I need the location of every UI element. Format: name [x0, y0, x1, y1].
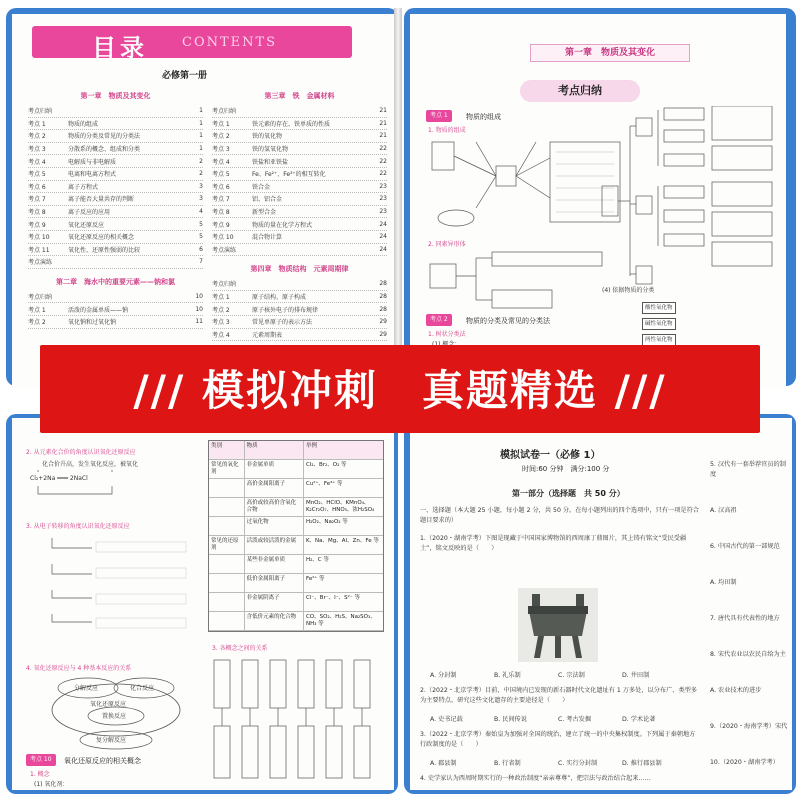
toc-row-key: 考点 3 — [212, 319, 230, 327]
toc-row[interactable] — [28, 231, 203, 244]
toc-row-title: 混合物计算 — [252, 234, 283, 242]
toc-row-key: 考点 4 — [212, 331, 230, 339]
toc-row-title: 铁元素的存在、铁单质的性质 — [252, 120, 331, 128]
venn-combine: 化合反应 — [130, 685, 155, 692]
toc-row-page: 29 — [379, 318, 387, 326]
toc-row-key: 考点 3 — [28, 146, 46, 154]
toc-row-title: 电离和电离方程式 — [68, 171, 117, 179]
toc-row-page: 22 — [379, 145, 387, 153]
toc-row-key: 考点归纳 — [212, 281, 237, 289]
toc-row-title: Fe、Fe²⁺、Fe³⁺的相互转化 — [252, 171, 326, 179]
toc-row-key: 考点归纳 — [28, 294, 53, 302]
toc-row[interactable] — [28, 316, 203, 329]
table-cell: 高价金属阳离子 — [245, 479, 304, 497]
toc-row-page: 23 — [379, 182, 387, 190]
toc-row-page: 6 — [199, 245, 203, 253]
toc-row[interactable] — [212, 181, 387, 194]
toc-row-page: 28 — [379, 293, 387, 301]
toc-row-page: 24 — [379, 220, 387, 228]
exam-book — [404, 414, 796, 794]
table-header-cell: 举例 — [305, 443, 317, 449]
toc-row-page: 11 — [195, 318, 203, 326]
table-cell — [209, 517, 245, 535]
ding-vessel-icon — [518, 588, 598, 662]
table-cell: 常见的氧化剂 — [209, 460, 245, 478]
toc-row[interactable] — [28, 168, 203, 181]
toc-right-column — [212, 88, 387, 341]
chapter-banner: 第一章 物质及其变化 — [530, 44, 690, 62]
toc-left-column — [28, 88, 203, 329]
option: A. 分封制 — [430, 672, 457, 679]
toc-row[interactable] — [212, 206, 387, 219]
acid-oxide-box: 酸性氧化物 — [642, 302, 676, 314]
toc-row-title: 物质的分类及常见的分类法 — [68, 133, 141, 141]
toc-row[interactable] — [212, 218, 387, 231]
toc-row[interactable] — [212, 105, 387, 118]
table-cell: 常见的还原剂 — [209, 536, 245, 554]
right-col-line: 5. 汉代有一套举荐官员的制度 — [710, 461, 786, 478]
toc-row[interactable] — [28, 244, 203, 257]
toc-row[interactable] — [212, 143, 387, 156]
redox-l12: (1) 氧化剂： — [34, 781, 69, 788]
toc-row-title: 氧化钠和过氧化钠 — [68, 319, 117, 327]
kp2-title: 物质的分类及常见的分类法 — [466, 317, 550, 325]
right-col-line: A. 均田制 — [710, 579, 737, 586]
toc-row[interactable] — [28, 291, 203, 304]
toc-row[interactable] — [212, 155, 387, 168]
bronze-vessel-image — [518, 588, 598, 662]
right-col-line: A. 汉高祖 — [710, 507, 737, 514]
toc-row-title: 铁的氢氧化物 — [252, 146, 289, 154]
toc-row-title: 铁合金 — [252, 183, 271, 191]
toc-row[interactable] — [212, 118, 387, 131]
table-cell: 非金属阴离子 — [245, 593, 304, 611]
chapter-book — [404, 8, 796, 386]
toc-row-title: 元素周期表 — [252, 331, 283, 339]
toc-row-page: 21 — [379, 107, 387, 115]
exam-meta: 时间:60 分钟 满分:100 分 — [522, 465, 610, 473]
toc-row-page: 22 — [379, 157, 387, 165]
option: D. 推行郡县制 — [622, 760, 662, 767]
toc-row[interactable] — [28, 256, 203, 269]
toc-row[interactable] — [212, 329, 387, 342]
toc-row-title: 物质的组成 — [68, 120, 99, 128]
toc-row[interactable] — [28, 206, 203, 219]
right-col-line: 7. 唐代具有代表性的地方 — [710, 615, 780, 622]
table-cell: 某些非金属单质 — [245, 555, 304, 573]
toc-row-key: 考点 10 — [212, 234, 234, 242]
exam-title: 模拟试卷一（必修 1） — [500, 450, 601, 461]
redox-book — [6, 414, 398, 794]
toc-row[interactable] — [28, 155, 203, 168]
kp2-tag: 考点 2 — [426, 314, 452, 326]
toc-row-title: 活泼的金属单质——钠 — [68, 306, 129, 314]
toc-row-page: 1 — [199, 145, 203, 153]
toc-row-title: 物质的量在化学方程式 — [252, 221, 313, 229]
table-cell: Cl⁻、Br⁻、I⁻、S²⁻ 等 — [305, 595, 361, 601]
exam-q3: 3.（2022・北京学考）秦始皇为加强对全国的统治，建立了统一的中央集权制度。下列属于秦朝地方行政制度的是（ ） — [420, 731, 696, 748]
toc-row-page: 3 — [199, 195, 203, 203]
toc-row[interactable] — [212, 130, 387, 143]
option: C. 考古发掘 — [558, 716, 592, 723]
toc-row-key: 考点 6 — [212, 183, 230, 191]
toc-row-key: 考点归纳 — [212, 108, 237, 116]
toc-header — [32, 26, 352, 62]
toc-row-page: 21 — [379, 119, 387, 127]
option: D. 学术论著 — [622, 716, 656, 723]
toc-row-page: 28 — [379, 280, 387, 288]
summary-title: 考点归纳 — [520, 80, 640, 102]
toc-row-title: 铝、铝合金 — [252, 196, 283, 204]
toc-row-title: 原子核外电子的排布规律 — [252, 306, 319, 314]
table-cell — [209, 574, 245, 592]
table-header-cell: 类别 — [209, 441, 245, 459]
option: A. 史书记载 — [430, 716, 463, 723]
toc-row-title: 氧化还原反应 — [68, 221, 105, 229]
toc-row-title: 原子结构、原子构成 — [252, 294, 307, 302]
table-cell: H₂O₂、Na₂O₂ 等 — [305, 519, 348, 525]
table-cell: H₂、C 等 — [305, 557, 329, 563]
toc-row[interactable] — [28, 130, 203, 143]
right-col-line: 8. 宋代农业以农民自给为主 — [710, 651, 786, 658]
table-row — [209, 555, 383, 574]
book-spine — [394, 8, 402, 386]
toc-subtitle: 必修第一册 — [162, 71, 208, 81]
toc-row-page: 1 — [199, 132, 203, 140]
toc-row-page: 7 — [199, 258, 203, 266]
toc-row-title: 氧化还原反应的相关概念 — [68, 234, 135, 242]
toc-row-key: 考点 2 — [212, 306, 230, 314]
toc-row-page: 5 — [199, 220, 203, 228]
classification-tree — [600, 106, 780, 296]
valence-arrow — [32, 470, 132, 500]
q2-options — [430, 714, 686, 723]
redox-l4: 3. 从电子转移的角度认识氧化还原反应 — [26, 523, 130, 530]
toc-row-key: 考点 10 — [28, 234, 50, 242]
table-row — [209, 479, 383, 498]
table-cell — [209, 479, 245, 497]
table-cell — [209, 555, 245, 573]
toc-row-title: 铁盐和亚铁盐 — [252, 158, 289, 166]
toc-row[interactable] — [28, 218, 203, 231]
table-cell: MnO₂、HClO、KMnO₄、K₂Cr₂O₇、HNO₃、浓H₂SO₄ — [305, 500, 375, 513]
toc-row-title: 离子方程式 — [68, 183, 99, 191]
oxidant-table — [208, 440, 384, 632]
redox-tag: 考点 10 — [26, 754, 56, 766]
toc-row-page: 1 — [199, 107, 203, 115]
exam-right-column — [710, 424, 790, 790]
right-col-line: 6. 中国古代的第一部规范 — [710, 543, 780, 550]
q3-options — [430, 758, 686, 767]
toc-row-page: 2 — [199, 157, 203, 165]
toc-row-page: 24 — [379, 233, 387, 241]
toc-row[interactable] — [212, 244, 387, 257]
venn-double: 复分解反应 — [96, 737, 127, 744]
toc-row-page: 3 — [199, 182, 203, 190]
toc-row-key: 考点 5 — [212, 171, 230, 179]
table-cell — [209, 593, 245, 611]
toc-row[interactable] — [28, 118, 203, 131]
option: A. 郡县制 — [430, 760, 457, 767]
toc-row[interactable] — [212, 291, 387, 304]
toc-row[interactable] — [212, 303, 387, 316]
toc-row-page: 1 — [199, 119, 203, 127]
table-row — [209, 498, 383, 517]
toc-chapter-title: 第三章 铁 金属材料 — [264, 92, 335, 100]
kp2-line1: 1. 树状分类法 — [428, 331, 466, 338]
toc-row-title: 电解质与非电解质 — [68, 158, 117, 166]
table-header-row — [209, 441, 383, 460]
relation-title: 3. 各概念之间的关系 — [212, 645, 268, 652]
toc-row-key: 考点 2 — [212, 133, 230, 141]
table-row — [209, 517, 383, 536]
toc-row-title: 氧化性、还原性强弱的比较 — [68, 246, 141, 254]
toc-row[interactable] — [28, 303, 203, 316]
toc-row[interactable] — [212, 278, 387, 291]
toc-book — [6, 8, 398, 386]
table-cell: Cu²⁺、Fe³⁺ 等 — [305, 481, 343, 487]
toc-row-key: 考点 11 — [28, 246, 50, 254]
electron-transfer-diagram — [32, 534, 202, 644]
table-cell: 低价金属阳离子 — [245, 574, 304, 592]
toc-row[interactable] — [212, 231, 387, 244]
toc-row[interactable] — [212, 168, 387, 181]
right-col-line: 9.（2020・海南学考）宋代 — [710, 723, 788, 730]
toc-row-title: 常见单原子的表示方法 — [252, 319, 313, 327]
base-oxide-box: 碱性氧化物 — [642, 318, 676, 330]
table-cell: 过氧化物 — [245, 517, 304, 535]
redox-l11: 1. 概念 — [30, 771, 50, 778]
toc-chapter-title: 第四章 物质结构 元素周期律 — [250, 265, 349, 274]
toc-row-key: 考点 9 — [28, 221, 46, 229]
toc-title-en: CONTENTS — [182, 35, 278, 50]
toc-title: 目录 — [92, 33, 148, 62]
option: C. 宗法制 — [558, 672, 585, 679]
option: D. 井田制 — [622, 672, 650, 679]
toc-row-page: 10 — [195, 293, 203, 301]
toc-row-key: 考点 2 — [28, 319, 46, 327]
right-col-line: A. 农业技术的进步 — [710, 687, 762, 694]
option: B. 民间传说 — [494, 716, 527, 723]
toc-row-key: 考点 8 — [28, 209, 46, 217]
toc-row[interactable] — [28, 181, 203, 194]
toc-chapter-title: 第二章 海水中的重要元素——钠和氯 — [56, 277, 175, 286]
kp1-sub: 1. 物质的组成 — [428, 127, 466, 134]
toc-row-key: 考点 4 — [212, 158, 230, 166]
toc-row-page: 23 — [379, 208, 387, 216]
exam-q2: 2.（2022・北京学考）目前，中国境内已发现的新石器时代文化遗址有 1 万多处，以分布广、类型多为主要特点。研究这些文化遗存的主要途径是（ ） — [420, 687, 698, 704]
toc-row-page: 2 — [199, 170, 203, 178]
toc-row[interactable] — [28, 193, 203, 206]
redox-l1: 2. 从元素化合价的角度认识氧化还原反应 — [26, 449, 136, 456]
table-row — [209, 574, 383, 593]
toc-page — [12, 14, 394, 388]
table-cell — [209, 612, 245, 630]
exam-page — [410, 418, 792, 790]
toc-row-key: 考点 4 — [28, 158, 46, 166]
option: C. 实行分封制 — [558, 760, 598, 767]
redox-l5: 4. 氧化还原反应与 4 种基本反应的关系 — [26, 665, 132, 672]
toc-row-key: 考点 7 — [212, 196, 230, 204]
exam-part: 第一部分（选择题 共 50 分） — [512, 489, 625, 498]
table-row — [209, 593, 383, 612]
table-cell: 含低价元素的化合物 — [245, 612, 304, 630]
toc-row-key: 考点 9 — [212, 221, 230, 229]
table-cell: Fe²⁺ 等 — [305, 576, 325, 582]
toc-row-key: 考点 8 — [212, 209, 230, 217]
option: B. 行省制 — [494, 760, 521, 767]
toc-row-page: 28 — [379, 305, 387, 313]
toc-row-page: 10 — [195, 305, 203, 313]
venn-redox: 氧化还原反应 — [90, 701, 127, 708]
table-cell: 高价或较高价含氧化合物 — [245, 498, 304, 516]
toc-row-key: 考点 1 — [28, 306, 46, 314]
toc-row-title: 分散系的概念、组成和分类 — [68, 146, 141, 154]
table-cell: CO、SO₂、H₂S、Na₂SO₃、NH₃ 等 — [305, 614, 376, 627]
toc-row[interactable] — [212, 316, 387, 329]
composition-diagram — [426, 138, 626, 234]
exam-intro: 一、选择题（本大题 25 小题，每小题 2 分，共 50 分。在每小题列出的四个选项中，只有一项是符合题目要求的） — [420, 507, 699, 524]
q1-options — [430, 670, 686, 679]
toc-chapter-title: 第一章 物质及其变化 — [80, 92, 151, 100]
amph-oxide-box: 两性氧化物 — [642, 334, 676, 346]
table-row — [209, 536, 383, 555]
table-cell — [209, 498, 245, 516]
table-row — [209, 612, 383, 631]
redox-tag-title: 氧化还原反应的相关概念 — [64, 757, 141, 765]
toc-row-page: 29 — [379, 330, 387, 338]
toc-row-page: 22 — [379, 170, 387, 178]
option: B. 礼乐制 — [494, 672, 521, 679]
toc-row-title: 新型合金 — [252, 209, 277, 217]
banner-text: /// 模拟冲刺 真题精选 /// — [133, 366, 667, 415]
toc-row-key: 考点 6 — [28, 183, 46, 191]
kp1-sub2: 2. 同素异形体 — [428, 241, 466, 248]
table-row — [209, 460, 383, 479]
chapter-page — [410, 14, 786, 388]
toc-row-page: 5 — [199, 233, 203, 241]
promo-banner — [40, 345, 760, 433]
toc-row-key: 考点演练 — [212, 246, 237, 254]
table-cell: 活泼或较活泼的金属 — [245, 536, 304, 554]
toc-row-key: 考点归纳 — [28, 108, 53, 116]
right-col-line: 10.（2020・湖南学考） — [710, 759, 779, 766]
toc-row-key: 考点 5 — [28, 171, 46, 179]
toc-row-key: 考点 7 — [28, 196, 46, 204]
venn-displace: 置换反应 — [102, 713, 127, 720]
allotrope-diagram — [426, 250, 616, 310]
toc-row-key: 考点 1 — [212, 120, 230, 128]
redox-l2: 化合价升高，发生氧化反应，被氧化 — [42, 461, 139, 468]
toc-row-title: 离子能否大量共存的判断 — [68, 196, 135, 204]
table-cell: Cl₂、Br₂、O₂ 等 — [305, 462, 347, 468]
toc-row[interactable] — [28, 143, 203, 156]
kp1-title: 物质的组成 — [466, 113, 501, 121]
table-cell: 非金属单质 — [245, 460, 304, 478]
relation-diagram — [212, 656, 382, 782]
exam-q4: 4. 史学家认为西周时期实行的一种政治制度“亲亲尊尊”，把宗法与政治结合起来…… — [420, 775, 651, 782]
toc-row-page: 4 — [199, 208, 203, 216]
toc-row-key: 考点 1 — [212, 294, 230, 302]
venn-decomp: 分解反应 — [74, 685, 99, 692]
toc-row-key: 考点 1 — [28, 120, 46, 128]
toc-row-key: 考点 2 — [28, 133, 46, 141]
toc-row-title: 铁的氧化物 — [252, 133, 283, 141]
table-header-cell: 物质 — [245, 441, 304, 459]
toc-row[interactable] — [28, 105, 203, 118]
toc-row-page: 24 — [379, 245, 387, 253]
toc-row[interactable] — [212, 193, 387, 206]
redox-l3: Cl₂+2Na ═══ 2NaCl — [30, 475, 88, 482]
toc-row-title: 离子反应的应用 — [68, 209, 111, 217]
kp1-tag: 考点 1 — [426, 110, 452, 122]
toc-row-page: 21 — [379, 132, 387, 140]
toc-row-key: 考点 3 — [212, 146, 230, 154]
redox-page — [12, 418, 394, 790]
toc-row-key: 考点演练 — [28, 259, 53, 267]
exam-q1: 1.（2020・湖南学考）下图是现藏于中国国家博物馆的西周康丁鼎图片，其上铸有铭文“受民受疆土”，铭文反映的是（ ） — [420, 535, 687, 552]
table-cell: K、Na、Mg、Al、Zn、Fe 等 — [305, 538, 379, 544]
side-note: (4) 依据物质的分类 — [602, 287, 655, 294]
toc-row-page: 23 — [379, 195, 387, 203]
